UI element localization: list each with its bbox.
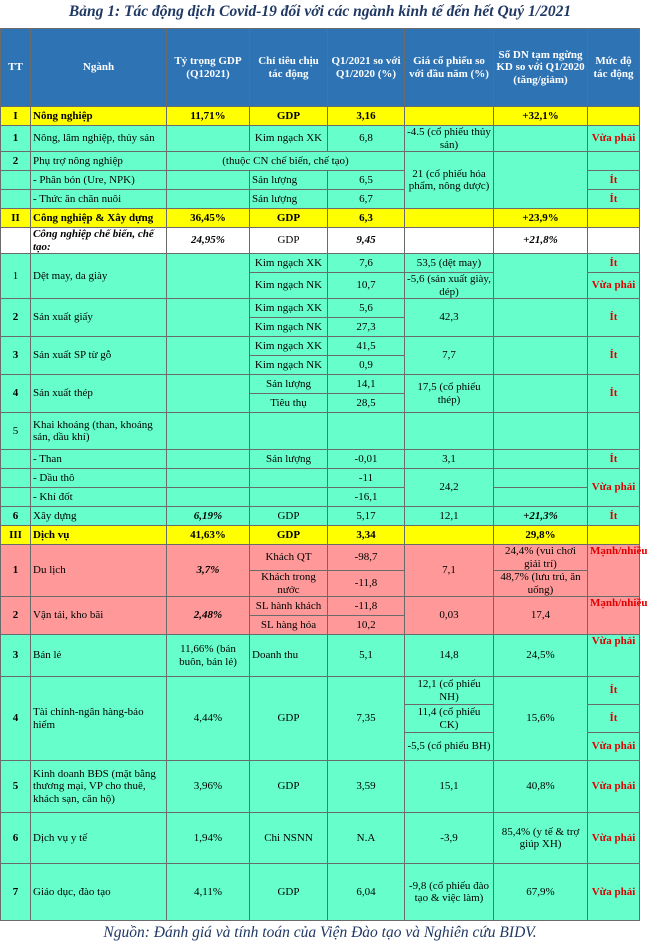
sector-name: - Khí đốt (31, 488, 167, 507)
sector-name: Phụ trợ nông nghiệp (31, 152, 167, 171)
table-row (1, 545, 640, 571)
header-nganh: Ngành (31, 29, 167, 107)
dn-change: +32,1% (494, 107, 588, 126)
table-row (1, 152, 640, 171)
sector-name: Công nghiệp & Xây dựng (31, 209, 167, 228)
impact-level: Mạnh/nhiều (588, 545, 640, 597)
impact-level (588, 228, 640, 254)
stock-change: 53,5 (dệt may) (405, 254, 494, 273)
impact-level: Ít (588, 190, 640, 209)
stock-change: -3,9 (405, 813, 494, 864)
indicator: Khách QT (250, 545, 328, 571)
stock-change: -9,8 (cổ phiếu đào tạo & việc làm) (405, 864, 494, 921)
header-gia-cp: Giá cổ phiếu so với đầu năm (%) (405, 29, 494, 107)
indicator: Khách trong nước (250, 571, 328, 597)
indicator: Tiêu thụ (250, 394, 328, 413)
sector-name: Xây dựng (31, 507, 167, 526)
table-row (1, 597, 640, 616)
table-title: Bảng 1: Tác động dịch Covid-19 đối với các ngành kinh tế đến hết Quý 1/2021 (68, 3, 572, 20)
tt-cell: 6 (1, 507, 31, 526)
indicator: Sản lượng (250, 450, 328, 469)
indicator (250, 413, 328, 450)
gdp-share (167, 254, 250, 299)
indicator: GDP (250, 107, 328, 126)
sector-name: Sản xuất thép (31, 375, 167, 413)
sector-name: Sản xuất giấy (31, 299, 167, 337)
indicator: Doanh thu (250, 635, 328, 677)
q1-change: 6,04 (328, 864, 405, 921)
dn-change: 48,7% (lưu trú, ăn uống) (494, 571, 588, 597)
sector-name: Vận tải, kho bãi (31, 597, 167, 635)
table-row (1, 813, 640, 864)
table-row (1, 864, 640, 921)
dn-change (494, 450, 588, 469)
q1-change: -98,7 (328, 545, 405, 571)
tt-cell (1, 171, 31, 190)
stock-change: 17,5 (cổ phiếu thép) (405, 375, 494, 413)
indicator: (thuộc CN chế biến, chế tạo) (167, 152, 405, 171)
gdp-share: 24,95% (167, 228, 250, 254)
impact-level: Mạnh/nhiều (588, 597, 640, 635)
impact-level: Vừa phải (588, 813, 640, 864)
table-row (1, 299, 640, 318)
dn-change: 24,5% (494, 635, 588, 677)
tt-cell: 6 (1, 813, 31, 864)
tt-cell: 4 (1, 677, 31, 761)
sector-name: - Thức ăn chăn nuôi (31, 190, 167, 209)
gdp-share: 36,45% (167, 209, 250, 228)
indicator: Kim ngạch XK (250, 126, 328, 152)
gdp-share: 3,7% (167, 545, 250, 597)
q1-change: 0,9 (328, 356, 405, 375)
tt-cell: 5 (1, 761, 31, 813)
dn-change: +23,9% (494, 209, 588, 228)
q1-change: 6,8 (328, 126, 405, 152)
dn-change: 15,6% (494, 677, 588, 761)
q1-change: 6,7 (328, 190, 405, 209)
tt-cell: II (1, 209, 31, 228)
q1-change: 41,5 (328, 337, 405, 356)
tt-cell: 1 (1, 254, 31, 299)
impact-level: Ít (588, 507, 640, 526)
stock-change (405, 107, 494, 126)
gdp-share: 3,96% (167, 761, 250, 813)
gdp-share (167, 413, 250, 450)
impact-level (588, 526, 640, 545)
header-row (1, 29, 640, 107)
stock-change: -5,6 (sản xuất giày, dép) (405, 273, 494, 299)
stock-change: 11,4 (cổ phiếu CK) (405, 705, 494, 733)
q1-change: N.A (328, 813, 405, 864)
stock-change: 7,1 (405, 545, 494, 597)
impact-level: Ít (588, 171, 640, 190)
q1-change: 5,6 (328, 299, 405, 318)
tt-cell: 3 (1, 635, 31, 677)
indicator: GDP (250, 761, 328, 813)
table-row (1, 126, 640, 152)
gdp-share (167, 337, 250, 375)
q1-change: 28,5 (328, 394, 405, 413)
q1-change: -16,1 (328, 488, 405, 507)
q1-change: -11,8 (328, 597, 405, 616)
table-row (1, 677, 640, 705)
gdp-share (167, 190, 250, 209)
table-row (1, 761, 640, 813)
stock-change: -4.5 (cổ phiếu thủy sản) (405, 126, 494, 152)
table-row (1, 526, 640, 545)
impact-level: Ít (588, 299, 640, 337)
indicator: GDP (250, 864, 328, 921)
sector-name: - Dầu thô (31, 469, 167, 488)
q1-change (328, 413, 405, 450)
indicator: Kim ngạch XK (250, 299, 328, 318)
q1-change: 6,5 (328, 171, 405, 190)
source-note: Nguồn: Đánh giá và tính toán của Viện Đào tạo và Nghiên cứu BIDV. (103, 924, 537, 941)
tt-cell: 2 (1, 597, 31, 635)
stock-change: 12,1 (cổ phiếu NH) (405, 677, 494, 705)
dn-change (494, 126, 588, 152)
header-muc-do: Mức độ tác động (588, 29, 640, 107)
dn-change: 24,4% (vui chơi giải trí) (494, 545, 588, 571)
impact-level: Vừa phải (588, 126, 640, 152)
indicator: GDP (250, 677, 328, 761)
tt-cell: 2 (1, 299, 31, 337)
impact-level: Ít (588, 450, 640, 469)
tt-cell: 1 (1, 545, 31, 597)
stock-change: 14,8 (405, 635, 494, 677)
q1-change: -11 (328, 469, 405, 488)
header-chi-tieu: Chỉ tiêu chịu tác động (250, 29, 328, 107)
tt-cell: III (1, 526, 31, 545)
q1-change: 3,59 (328, 761, 405, 813)
tt-cell: 7 (1, 864, 31, 921)
sector-name: Kinh doanh BĐS (mặt bằng thương mại, VP cho thuê, khách sạn, căn hộ) (31, 761, 167, 813)
stock-change: 15,1 (405, 761, 494, 813)
indicator: Sản lượng (250, 375, 328, 394)
gdp-share (167, 450, 250, 469)
stock-change: 12,1 (405, 507, 494, 526)
sector-name: Khai khoáng (than, khoáng sản, dầu khí) (31, 413, 167, 450)
sector-name: Dệt may, da giày (31, 254, 167, 299)
indicator: Sản lượng (250, 190, 328, 209)
impact-level: Ít (588, 337, 640, 375)
impact-level (588, 413, 640, 450)
gdp-share: 1,94% (167, 813, 250, 864)
dn-change (494, 375, 588, 413)
q1-change: -0,01 (328, 450, 405, 469)
q1-change: 27,3 (328, 318, 405, 337)
dn-change: 17,4 (494, 597, 588, 635)
tt-cell: 1 (1, 126, 31, 152)
q1-change: 5,17 (328, 507, 405, 526)
impact-level (588, 152, 640, 171)
stock-change (405, 228, 494, 254)
tt-cell (1, 228, 31, 254)
q1-change: 9,45 (328, 228, 405, 254)
dn-change: 40,8% (494, 761, 588, 813)
q1-change: 3,16 (328, 107, 405, 126)
table-row (1, 488, 640, 507)
indicator: Kim ngạch NK (250, 356, 328, 375)
indicator: GDP (250, 209, 328, 228)
dn-change (494, 413, 588, 450)
header-ty-trong: Tỷ trọng GDP (Q12021) (167, 29, 250, 107)
indicator: Kim ngạch NK (250, 318, 328, 337)
header-so-dn: Số DN tạm ngừng KD so với Q1/2020 (tăng/giảm) (494, 29, 588, 107)
dn-change (494, 152, 588, 209)
q1-change: 6,3 (328, 209, 405, 228)
stock-change: 7,7 (405, 337, 494, 375)
sector-name: Dịch vụ (31, 526, 167, 545)
impact-level: Vừa phải (588, 864, 640, 921)
sector-name: Du lịch (31, 545, 167, 597)
impact-level: Vừa phải (588, 635, 640, 677)
dn-change: 85,4% (y tế & trợ giúp XH) (494, 813, 588, 864)
gdp-share: 4,44% (167, 677, 250, 761)
q1-change: 10,7 (328, 273, 405, 299)
sector-name: Giáo dục, đào tạo (31, 864, 167, 921)
gdp-share (167, 469, 250, 488)
table-row (1, 228, 640, 254)
dn-change (494, 299, 588, 337)
table-row (1, 375, 640, 394)
covid-impact-table (0, 28, 647, 921)
header-q1: Q1/2021 so với Q1/2020 (%) (328, 29, 405, 107)
indicator: Sản lượng (250, 171, 328, 190)
sector-name: Sản xuất SP từ gỗ (31, 337, 167, 375)
indicator: Chi NSNN (250, 813, 328, 864)
tt-cell (1, 190, 31, 209)
indicator: Kim ngạch XK (250, 254, 328, 273)
tt-cell: 2 (1, 152, 31, 171)
sector-name: - Than (31, 450, 167, 469)
q1-change: 3,34 (328, 526, 405, 545)
dn-change (494, 469, 588, 488)
gdp-share: 11,71% (167, 107, 250, 126)
dn-change: 29,8% (494, 526, 588, 545)
q1-change: 7,35 (328, 677, 405, 761)
gdp-share: 41,63% (167, 526, 250, 545)
stock-change: 21 (cổ phiếu hóa phẩm, nông dược) (405, 152, 494, 209)
indicator: GDP (250, 507, 328, 526)
gdp-share (167, 488, 250, 507)
gdp-share (167, 375, 250, 413)
header-tt: TT (1, 29, 31, 107)
sector-name: Bán lẻ (31, 635, 167, 677)
impact-level: Ít (588, 705, 640, 733)
table-row (1, 413, 640, 450)
stock-change (405, 413, 494, 450)
dn-change: +21,3% (494, 507, 588, 526)
table-row (1, 635, 640, 677)
impact-level: Ít (588, 677, 640, 705)
impact-level: Vừa phải (588, 469, 640, 507)
q1-change: 10,2 (328, 616, 405, 635)
tt-cell: I (1, 107, 31, 126)
stock-change: 42,3 (405, 299, 494, 337)
impact-level: Ít (588, 375, 640, 413)
dn-change: +21,8% (494, 228, 588, 254)
table-row (1, 469, 640, 488)
sector-name: Công nghiệp chế biến, chế tạo: (31, 228, 167, 254)
q1-change: 14,1 (328, 375, 405, 394)
impact-level (588, 209, 640, 228)
impact-level: Ít (588, 254, 640, 273)
dn-change (494, 254, 588, 299)
gdp-share: 2,48% (167, 597, 250, 635)
stock-change (405, 526, 494, 545)
dn-change: 67,9% (494, 864, 588, 921)
indicator (250, 469, 328, 488)
tt-cell: 5 (1, 413, 31, 450)
gdp-share: 4,11% (167, 864, 250, 921)
q1-change: -11,8 (328, 571, 405, 597)
impact-level (588, 107, 640, 126)
impact-level: Vừa phải (588, 733, 640, 761)
tt-cell (1, 450, 31, 469)
tt-cell (1, 469, 31, 488)
q1-change: 7,6 (328, 254, 405, 273)
impact-level: Vừa phải (588, 761, 640, 813)
gdp-share (167, 171, 250, 190)
indicator (250, 488, 328, 507)
table-row (1, 450, 640, 469)
tt-cell: 4 (1, 375, 31, 413)
stock-change: 24,2 (405, 469, 494, 507)
table-row (1, 107, 640, 126)
table-row (1, 337, 640, 356)
impact-level: Vừa phải (588, 273, 640, 299)
dn-change (494, 337, 588, 375)
gdp-share (167, 126, 250, 152)
sector-name: Nông nghiệp (31, 107, 167, 126)
indicator: Kim ngạch XK (250, 337, 328, 356)
stock-change: 3,1 (405, 450, 494, 469)
table-row (1, 209, 640, 228)
indicator: SL hành khách (250, 597, 328, 616)
dn-change (494, 488, 588, 507)
tt-cell: 3 (1, 337, 31, 375)
indicator: SL hàng hóa (250, 616, 328, 635)
stock-change: 0,03 (405, 597, 494, 635)
stock-change (405, 209, 494, 228)
tt-cell (1, 488, 31, 507)
indicator: GDP (250, 526, 328, 545)
sector-name: Nông, lâm nghiệp, thủy sản (31, 126, 167, 152)
gdp-share (167, 299, 250, 337)
indicator: GDP (250, 228, 328, 254)
stock-change: -5,5 (cổ phiếu BH) (405, 733, 494, 761)
gdp-share: 11,66% (bán buôn, bán lẻ) (167, 635, 250, 677)
q1-change: 5,1 (328, 635, 405, 677)
indicator: Kim ngạch NK (250, 273, 328, 299)
sector-name: - Phân bón (Ure, NPK) (31, 171, 167, 190)
sector-name: Dịch vụ y tế (31, 813, 167, 864)
table-row (1, 254, 640, 273)
table-row (1, 507, 640, 526)
gdp-share: 6,19% (167, 507, 250, 526)
sector-name: Tài chính-ngân hàng-bảo hiểm (31, 677, 167, 761)
